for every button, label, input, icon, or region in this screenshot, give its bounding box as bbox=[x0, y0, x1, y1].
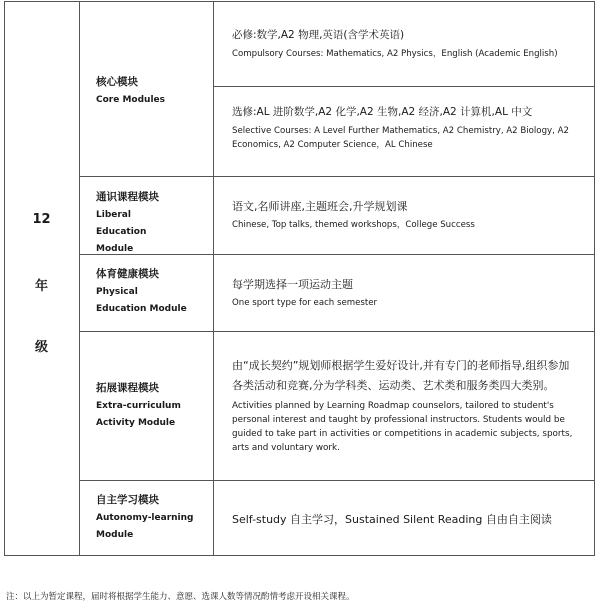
grade-char-nian: 年 bbox=[34, 279, 48, 294]
compulsory-zh: 必修:数学,A2 物理,英语(含学术英语) bbox=[232, 29, 405, 41]
module-column-divider bbox=[213, 1, 214, 556]
pe-en: One sport type for each semester bbox=[232, 298, 378, 308]
module-autonomy-en-2: Module bbox=[96, 530, 134, 540]
extra-en: Activities planned by Learning Roadmap counselors, tailored to student's personal interest and taught by professional instructors. Students would be guided to take part in activities or competitions in academic subjects, sports, arts and voluntary work. bbox=[232, 401, 573, 453]
module-liberal-en: Liberal Education Module bbox=[96, 210, 147, 254]
grade-column-divider bbox=[79, 1, 80, 556]
module-autonomy-zh: 自主学习模块 bbox=[96, 494, 159, 506]
extra-content bbox=[232, 356, 576, 455]
pe-content bbox=[232, 276, 576, 310]
module-pe bbox=[96, 266, 208, 318]
module-core-zh: 核心模块 bbox=[96, 76, 138, 88]
module-autonomy-en-1: Autonomy-learning bbox=[96, 513, 194, 523]
module-core-en: Core Modules bbox=[96, 95, 165, 105]
grade-char-ji: 级 bbox=[34, 340, 48, 355]
row-divider bbox=[79, 480, 595, 481]
autonomy-text: Self-study 自主学习，Sustained Silent Reading 自由自主阅读 bbox=[232, 513, 552, 526]
selective-zh: 选修:AL 进阶数学,A2 化学,A2 生物,A2 经济,A2 计算机,AL 中文 bbox=[232, 106, 533, 118]
liberal-content bbox=[232, 198, 576, 232]
autonomy-content bbox=[232, 510, 576, 530]
extra-zh: 由“成长契约”规划师根据学生爱好设计,并有专门的老师指导,组织参加各类活动和竞赛,分为学科类、运动类、艺术类和服务类四大类别。 bbox=[232, 359, 570, 392]
selective-courses bbox=[232, 104, 576, 152]
liberal-en: Chinese, Top talks, themed workshops，College Success bbox=[232, 220, 475, 230]
compulsory-en: Compulsory Courses: Mathematics, A2 Physics，English (Academic English) bbox=[232, 49, 558, 59]
module-pe-en-1: Physical bbox=[96, 287, 138, 297]
module-extra-en-2: Activity Module bbox=[96, 418, 176, 428]
module-core bbox=[96, 74, 208, 109]
compulsory-courses bbox=[232, 27, 576, 61]
module-pe-zh: 体育健康模块 bbox=[96, 268, 159, 280]
grade-number: 12 bbox=[32, 212, 51, 227]
row-divider bbox=[79, 176, 595, 177]
core-subrow-divider bbox=[213, 86, 595, 87]
module-extra-zh: 拓展课程模块 bbox=[96, 382, 159, 394]
selective-en: Selective Courses: A Level Further Mathematics, A2 Chemistry, A2 Biology, A2 Economics, A2 Computer Science，AL Chinese bbox=[232, 126, 569, 150]
row-divider bbox=[79, 331, 595, 332]
footnote: 注：以上为暂定课程，届时将根据学生能力、意愿、选课人数等情况酌情考虑开设相关课程。 bbox=[6, 592, 355, 602]
module-autonomy bbox=[96, 492, 208, 544]
module-extra bbox=[96, 380, 208, 432]
module-pe-en-2: Education Module bbox=[96, 304, 187, 314]
module-liberal-zh: 通识课程模块 bbox=[96, 191, 159, 203]
liberal-zh: 语文,名师讲座,主题班会,升学规划课 bbox=[232, 200, 408, 213]
module-extra-en-1: Extra-curriculum bbox=[96, 401, 181, 411]
pe-zh: 每学期选择一项运动主题 bbox=[232, 278, 353, 291]
module-liberal bbox=[96, 189, 208, 258]
